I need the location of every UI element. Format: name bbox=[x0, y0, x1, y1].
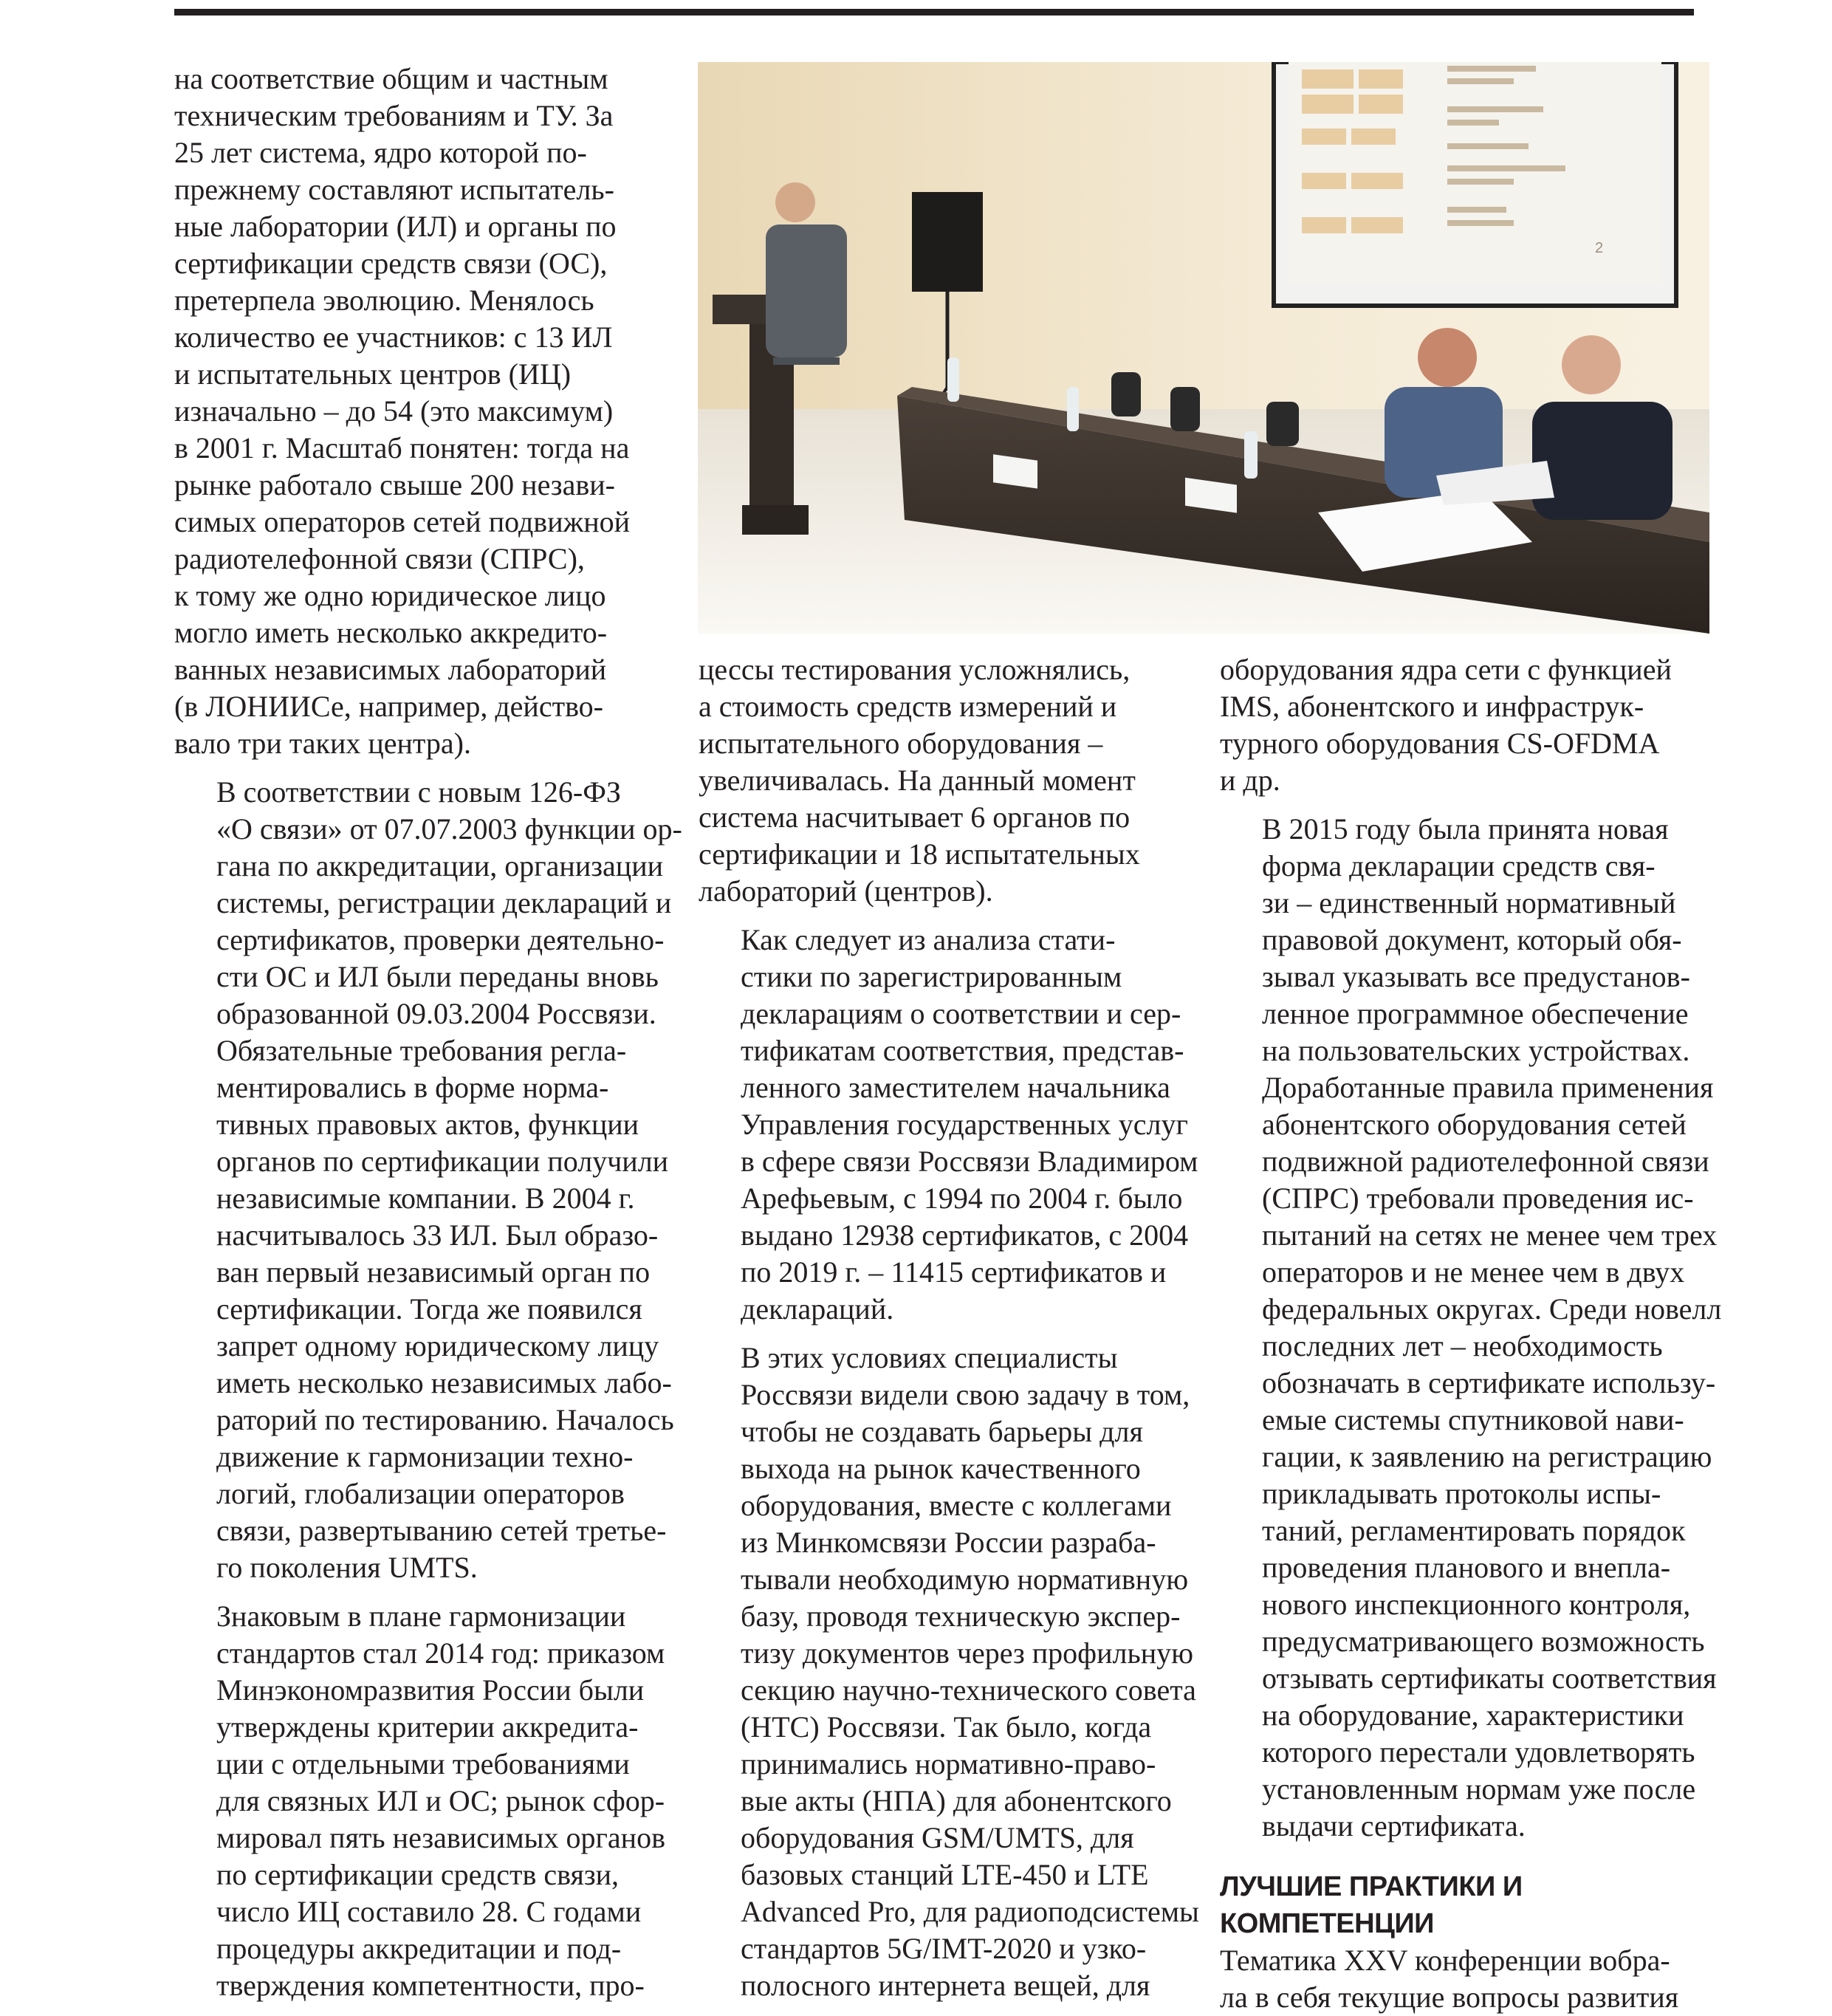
text-line: могло иметь несколько аккредито- bbox=[174, 616, 608, 649]
text-line: число ИЦ составило 28. С годами bbox=[216, 1895, 642, 1928]
col3-paragraph-1 bbox=[1220, 651, 1707, 799]
text-line: независимые компании. В 2004 г. bbox=[216, 1182, 635, 1215]
text-line: увеличивалась. На данный момент bbox=[699, 764, 1136, 797]
loudspeaker bbox=[912, 192, 983, 292]
col2-paragraph-2 bbox=[699, 922, 1198, 1328]
text-line: правовой документ, который обя- bbox=[1262, 923, 1682, 956]
column-2 bbox=[699, 651, 1199, 2004]
col3-paragraph-2 bbox=[1220, 811, 1722, 1845]
text-line: тверждения компетентности, про- bbox=[216, 1969, 645, 2002]
text-line: симых операторов сетей подвижной bbox=[174, 505, 631, 538]
column-3 bbox=[1220, 651, 1722, 2016]
col1-paragraph-3 bbox=[174, 1598, 665, 2004]
text-line: движение к гармонизации техно- bbox=[216, 1440, 634, 1473]
text-line: нового инспекционного контроля, bbox=[1262, 1588, 1691, 1621]
text-line: по 2019 г. – 11415 сертификатов и bbox=[741, 1255, 1167, 1289]
text-line: сертификации и 18 испытательных bbox=[699, 837, 1140, 871]
text-line: вало три таких центра). bbox=[174, 727, 471, 760]
text-line: логий, глобализации операторов bbox=[216, 1477, 625, 1510]
text-line: в 2001 г. Масштаб понятен: тогда на bbox=[174, 431, 630, 464]
text-line: для связных ИЛ и ОС; рынок сфор- bbox=[216, 1784, 665, 1817]
panelist-2 bbox=[1562, 335, 1621, 394]
text-line: В этих условиях специалисты bbox=[741, 1341, 1118, 1374]
text-line: сертификации. Тогда же появился bbox=[216, 1292, 642, 1326]
text-line: Advanced Pro, для радиоподсистемы bbox=[741, 1895, 1199, 1928]
text-line: пытаний на сетях не менее чем трех bbox=[1262, 1218, 1718, 1252]
text-line: сти ОС и ИЛ были переданы вновь bbox=[216, 960, 659, 993]
text-line: прикладывать протоколы испы- bbox=[1262, 1477, 1661, 1510]
text-line: деклараций. bbox=[741, 1292, 894, 1326]
text-line: базовых станций LTE-450 и LTE bbox=[741, 1858, 1149, 1891]
text-line: оборудования ядра сети с функцией bbox=[1220, 653, 1672, 686]
text-line: тизу документов через профильную bbox=[741, 1636, 1193, 1670]
text-line: ван первый независимый орган по bbox=[216, 1255, 651, 1289]
text-line: обозначать в сертификате использу- bbox=[1262, 1366, 1716, 1399]
text-line: выхода на рынок качественного bbox=[741, 1452, 1141, 1485]
text-line: проведения планового и внепла- bbox=[1262, 1551, 1671, 1584]
text-line: чтобы не создавать барьеры для bbox=[741, 1415, 1143, 1448]
text-line: подвижной радиотелефонной связи bbox=[1262, 1145, 1709, 1178]
text-line: ции с отдельными требованиями bbox=[216, 1747, 630, 1780]
text-line: и др. bbox=[1220, 764, 1280, 797]
text-line: В 2015 году была принята новая bbox=[1262, 812, 1669, 846]
text-line: лабораторий (центров). bbox=[699, 874, 993, 908]
text-line: ные лаборатории (ИЛ) и органы по bbox=[174, 210, 617, 243]
text-line: ленное программное обеспечение bbox=[1262, 997, 1689, 1030]
text-line: сертификации средств связи (ОС), bbox=[174, 247, 608, 280]
text-line: в сфере связи Россвязи Владимиром bbox=[741, 1145, 1198, 1178]
speaker-person bbox=[775, 182, 815, 222]
text-line: го поколения UMTS. bbox=[216, 1551, 478, 1584]
text-line: на пользовательских устройствах. bbox=[1262, 1034, 1690, 1067]
text-line: секцию научно-технического совета bbox=[741, 1673, 1196, 1707]
text-line: образованной 09.03.2004 Россвязи. bbox=[216, 997, 656, 1030]
conference-photo-illustration bbox=[698, 62, 1709, 634]
text-line: полосного интернета вещей, для bbox=[741, 1969, 1150, 2002]
text-line: таний, регламентировать порядок bbox=[1262, 1514, 1686, 1547]
text-line: к тому же одно юридическое лицо bbox=[174, 579, 606, 612]
text-line: принимались нормативно-право- bbox=[741, 1747, 1156, 1780]
top-rule bbox=[174, 9, 1694, 16]
text-line: IMS, абонентского и инфраструк- bbox=[1220, 690, 1644, 723]
text-line: техническим требованиям и ТУ. За bbox=[174, 99, 614, 132]
text-line: Доработанные правила применения bbox=[1262, 1071, 1714, 1104]
text-line: Тематика XXV конференции вобра- bbox=[1220, 1944, 1670, 1977]
text-line: раторий по тестированию. Началось bbox=[216, 1403, 674, 1436]
text-line: зывал указывать все предустанов- bbox=[1262, 960, 1690, 993]
text-line: «О связи» от 07.07.2003 функции ор- bbox=[216, 812, 682, 846]
text-line: 25 лет система, ядро которой по- bbox=[174, 136, 587, 169]
text-line: установленным нормам уже после bbox=[1262, 1772, 1696, 1806]
slide-page-number: 2 bbox=[1595, 240, 1604, 256]
text-line: сертификатов, проверки деятельно- bbox=[216, 923, 665, 956]
col1-paragraph-1 bbox=[174, 61, 662, 762]
text-line: отзывать сертификаты соответствия bbox=[1262, 1662, 1717, 1695]
text-line: гана по аккредитации, организации bbox=[216, 849, 664, 882]
text-line: стандартов 5G/IMT-2020 и узко- bbox=[741, 1932, 1147, 1965]
column-1 bbox=[174, 61, 682, 2004]
text-line: операторов и не менее чем в двух bbox=[1262, 1255, 1685, 1289]
text-line: форма декларации средств свя- bbox=[1262, 849, 1656, 882]
text-line: системы, регистрации деклараций и bbox=[216, 886, 672, 919]
text-line: Управления государственных услуг bbox=[741, 1108, 1188, 1141]
text-line: запрет одному юридическому лицу bbox=[216, 1329, 659, 1362]
panelist-1 bbox=[1418, 328, 1477, 387]
section-subheading: ЛУЧШИЕ ПРАКТИКИ И КОМПЕТЕНЦИИ bbox=[1220, 1871, 1523, 1939]
text-line: органов по сертификации получили bbox=[216, 1145, 669, 1178]
text-line: которого перестали удовлетворять bbox=[1262, 1735, 1695, 1769]
text-line: тификатам соответствия, представ- bbox=[741, 1034, 1184, 1067]
text-line: (НТС) Россвязи. Так было, когда bbox=[741, 1710, 1152, 1744]
text-line: на оборудование, характеристики bbox=[1262, 1698, 1684, 1732]
text-line: цессы тестирования усложнялись, bbox=[699, 653, 1131, 686]
text-line: последних лет – необходимость bbox=[1262, 1329, 1663, 1362]
text-line: емые системы спутниковой нави- bbox=[1262, 1403, 1684, 1436]
text-line: из Минкомсвязи России разраба- bbox=[741, 1526, 1156, 1559]
text-line: ленного заместителем начальника bbox=[741, 1071, 1170, 1104]
text-line: по сертификации средств связи, bbox=[216, 1858, 620, 1891]
text-line: испытательного оборудования – bbox=[699, 727, 1103, 760]
text-line: ванных независимых лабораторий bbox=[174, 653, 607, 686]
text-line: Арефьевым, с 1994 по 2004 г. было bbox=[741, 1182, 1183, 1215]
text-line: стандартов стал 2014 год: приказом bbox=[216, 1636, 665, 1670]
text-line: тывали необходимую нормативную bbox=[741, 1563, 1189, 1596]
text-line: и испытательных центров (ИЦ) bbox=[174, 357, 572, 391]
text-line: утверждены критерии аккредита- bbox=[216, 1710, 639, 1744]
text-line: радиотелефонной связи (СПРС), bbox=[174, 542, 585, 575]
col2-paragraph-3 bbox=[699, 1340, 1199, 2004]
text-line: турного оборудования CS-OFDMA bbox=[1220, 727, 1660, 760]
text-line: на соответствие общим и частным bbox=[174, 62, 608, 95]
text-line: абонентского оборудования сетей bbox=[1262, 1108, 1687, 1141]
text-line: Знаковым в плане гармонизации bbox=[216, 1600, 626, 1633]
text-line: изначально – до 54 (это максимум) bbox=[174, 394, 614, 428]
text-line: Обязательные требования регла- bbox=[216, 1034, 627, 1067]
text-line: иметь несколько независимых лабо- bbox=[216, 1366, 672, 1399]
text-line: оборудования, вместе с коллегами bbox=[741, 1489, 1172, 1522]
text-line: процедуры аккредитации и под- bbox=[216, 1932, 622, 1965]
text-line: базу, проводя техническую экспер- bbox=[741, 1600, 1181, 1633]
text-line: насчитывалось 33 ИЛ. Был образо- bbox=[216, 1218, 659, 1252]
text-line: мировал пять независимых органов bbox=[216, 1821, 665, 1854]
text-line: система насчитывает 6 органов по bbox=[699, 800, 1131, 834]
text-line: (СПРС) требовали проведения ис- bbox=[1262, 1182, 1694, 1215]
conference-photo bbox=[698, 62, 1709, 634]
text-line: вые акты (НПА) для абонентского bbox=[741, 1784, 1172, 1817]
text-line: декларациям о соответствии и сер- bbox=[741, 997, 1181, 1030]
text-line: рынке работало свыше 200 незави- bbox=[174, 468, 615, 501]
text-line: Как следует из анализа стати- bbox=[741, 923, 1116, 956]
text-line: количество ее участников: с 13 ИЛ bbox=[174, 320, 613, 354]
text-line: ла в себя текущие вопросы развития bbox=[1220, 1981, 1679, 2014]
text-line: а стоимость средств измерений и bbox=[699, 690, 1117, 723]
text-line: Минэкономразвития России были bbox=[216, 1673, 645, 1707]
col1-paragraph-2 bbox=[174, 774, 682, 1586]
text-line: ментировались в форме норма- bbox=[216, 1071, 609, 1104]
text-line: предусматривающего возможность bbox=[1262, 1625, 1705, 1658]
text-line: выдачи сертификата. bbox=[1262, 1809, 1526, 1842]
text-line: Россвязи видели свою задачу в том, bbox=[741, 1378, 1190, 1411]
text-line: прежнему составляют испытатель- bbox=[174, 173, 614, 206]
text-line: тивных правовых актов, функции bbox=[216, 1108, 639, 1141]
text-line: претерпела эволюцию. Менялось bbox=[174, 284, 594, 317]
text-line: федеральных округах. Среди новелл bbox=[1262, 1292, 1722, 1326]
text-line: стики по зарегистрированным bbox=[741, 960, 1122, 993]
text-line: (в ЛОНИИСе, например, действо- bbox=[174, 690, 603, 723]
col2-paragraph-1 bbox=[699, 651, 1186, 910]
text-line: оборудования GSM/UMTS, для bbox=[741, 1821, 1134, 1854]
text-line: В соответствии с новым 126-ФЗ bbox=[216, 775, 621, 809]
text-line: связи, развертыванию сетей третье- bbox=[216, 1514, 667, 1547]
col3-paragraph-3 bbox=[1220, 1942, 1707, 2016]
text-line: зи – единственный нормативный bbox=[1262, 886, 1676, 919]
text-line: выдано 12938 сертификатов, с 2004 bbox=[741, 1218, 1189, 1252]
text-line: гации, к заявлению на регистрацию bbox=[1262, 1440, 1712, 1473]
